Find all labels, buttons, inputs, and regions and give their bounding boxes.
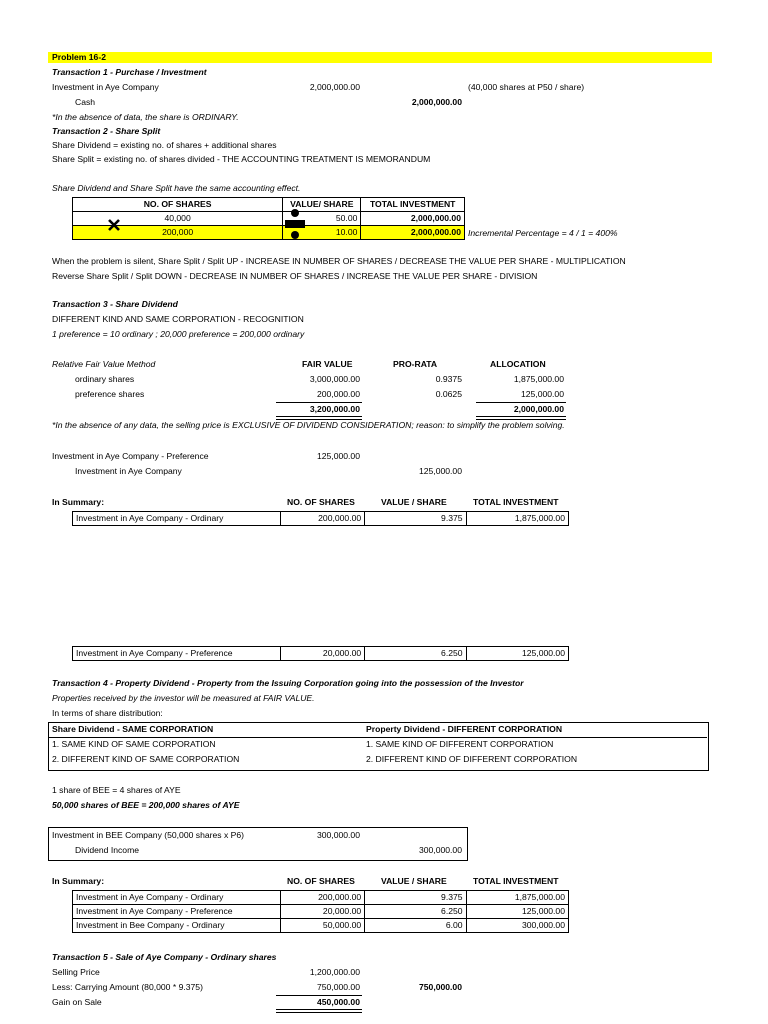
t3-je-credit: Investment in Aye Company [75,466,182,476]
t4-summary-label: In Summary: [52,876,105,886]
table-cell: 125,000.00 [466,647,568,661]
col-header: TOTAL INVESTMENT [361,198,465,212]
t4-je-credit-amount: 300,000.00 [418,845,462,855]
rfv-row-fv: 200,000.00 [316,389,360,399]
table-cell: 200,000 [73,226,283,240]
t2-line2: Share Split = existing no. of shares divided - THE ACCOUNTING TREATMENT IS MEMORANDUM [52,154,431,164]
t5-heading: Transaction 5 - Sale of Aye Company - Ordinary shares [52,952,277,962]
table-cell: 6.250 [365,905,466,919]
table-cell: Investment in Bee Company - Ordinary [73,919,281,933]
t2-line1: Share Dividend = existing no. of shares + additional shares [52,140,277,150]
table-cell: 10.00 [283,226,361,240]
t3-summary-ordinary-table [72,511,569,526]
t3-line1: DIFFERENT KIND AND SAME CORPORATION - RECOGNITION [52,314,304,324]
t4-je-debit: Investment in BEE Company (50,000 shares x P6) [52,830,245,840]
share-split-table [72,197,465,240]
t4-summary-header: TOTAL INVESTMENT [473,876,559,886]
t3-summary-preference-table [72,646,569,661]
table-cell: 1,875,000.00 [466,891,568,905]
t5-carrying-label: Less: Carrying Amount (80,000 * 9.375) [52,982,203,992]
t4-je-debit-amount: 300,000.00 [316,830,360,840]
multiply-icon [105,218,123,232]
table-cell: 300,000.00 [466,919,568,933]
table-cell: 50,000.00 [280,919,364,933]
dist-right-item: 2. DIFFERENT KIND OF DIFFERENT CORPORATION [366,754,578,764]
t3-je-credit-amount: 125,000.00 [418,466,462,476]
t1-debit-account: Investment in Aye Company [52,82,159,92]
rfv-row-alloc: 1,875,000.00 [513,374,564,384]
problem-title: Problem 16-2 [48,52,712,63]
table-cell: 1,875,000.00 [466,512,568,526]
col-header: VALUE/ SHARE [283,198,361,212]
t4-summary-header: NO. OF SHARES [287,876,355,886]
t5-carrying-amount-right: 750,000.00 [418,982,462,992]
t4-ratio2: 50,000 shares of BEE = 200,000 shares of AYE [52,800,240,810]
subtotal-rule [276,995,362,996]
t5-gain-label: Gain on Sale [52,997,102,1007]
t1-credit-account: Cash [75,97,96,107]
t1-debit-amount: 2,000,000.00 [309,82,360,92]
rfv-row-label: preference shares [75,389,145,399]
t2-silent: When the problem is silent, Share Split / Split UP - INCREASE IN NUMBER OF SHARES / DECREASE THE VALUE PER SHARE - MULTIPLICATION [52,256,626,266]
table-cell: 9.375 [365,891,466,905]
t3-summary-header: TOTAL INVESTMENT [473,497,559,507]
t3-je-debit-amount: 125,000.00 [316,451,360,461]
t1-heading: Transaction 1 - Purchase / Investment [52,67,207,77]
t5-selling-label: Selling Price [52,967,100,977]
table-cell: 200,000.00 [280,512,364,526]
dist-right-item: 1. SAME KIND OF DIFFERENT CORPORATION [366,739,554,749]
table-cell: 20,000.00 [280,647,364,661]
rfv-row-alloc: 125,000.00 [520,389,564,399]
t1-credit-amount: 2,000,000.00 [411,97,462,107]
t1-remark: *In the absence of data, the share is ORDINARY. [52,112,239,122]
rfv-header-alloc: ALLOCATION [490,359,546,369]
t5-selling-amount: 1,200,000.00 [309,967,360,977]
table-cell: 9.375 [365,512,466,526]
table-row [73,891,569,905]
subtotal-rule [476,402,566,403]
t3-summary-header: NO. OF SHARES [287,497,355,507]
subtotal-rule [276,402,362,403]
t3-line2: 1 preference = 10 ordinary ; 20,000 preference = 200,000 ordinary [52,329,305,339]
t3-summary-label: In Summary: [52,497,105,507]
total-double-rule [276,1009,362,1013]
t5-carrying-amount: 750,000.00 [316,982,360,992]
dist-left-item: 1. SAME KIND OF SAME CORPORATION [52,739,216,749]
t4-line1: Properties received by the investor will be measured at FAIR VALUE. [52,693,315,703]
table-cell: 2,000,000.00 [361,212,465,226]
dist-left-item: 2. DIFFERENT KIND OF SAME CORPORATION [52,754,240,764]
t3-heading: Transaction 3 - Share Dividend [52,299,178,309]
col-header: NO. OF SHARES [73,198,283,212]
table-cell: 50.00 [283,212,361,226]
t5-gain-amount: 450,000.00 [316,997,360,1007]
table-row [73,905,569,919]
rfv-row-prorata: 0.9375 [435,374,462,384]
t4-summary-header: VALUE / SHARE [381,876,447,886]
divide-icon [284,208,306,240]
t4-line2: In terms of share distribution: [52,708,163,718]
table-cell: 2,000,000.00 [361,226,465,240]
rfv-row-fv: 3,000,000.00 [309,374,360,384]
dist-header-rule [49,737,707,738]
rfv-row-prorata: 0.0625 [435,389,462,399]
t2-reverse: Reverse Share Split / Split DOWN - DECREASE IN NUMBER OF SHARES / INCREASE THE VALUE PER SHARE - DIVISION [52,271,538,281]
rfv-total-alloc: 2,000,000.00 [513,404,564,414]
incremental-percentage: Incremental Percentage = 4 / 1 = 400% [468,228,618,238]
rfv-header-fv: FAIR VALUE [302,359,353,369]
t4-summary-table [72,890,569,933]
table-cell: 6.250 [365,647,466,661]
rfv-header-prorata: PRO-RATA [393,359,438,369]
table-cell: 40,000 [73,212,283,226]
t1-note: (40,000 shares at P50 / share) [468,82,585,92]
t3-remark: *In the absence of any data, the selling price is EXCLUSIVE OF DIVIDEND CONSIDERATION; reason: to simplify the problem solving. [52,420,565,430]
table-cell: 200,000.00 [280,891,364,905]
table-cell: 20,000.00 [280,905,364,919]
table-cell: Investment in Aye Company - Preference [73,905,281,919]
rfv-label: Relative Fair Value Method [52,359,156,369]
t4-heading: Transaction 4 - Property Dividend - Property from the Issuing Corporation going into the possession of the Investor [52,678,524,688]
t4-ratio1: 1 share of BEE = 4 shares of AYE [52,785,181,795]
t3-summary-header: VALUE / SHARE [381,497,447,507]
table-cell: 6.00 [365,919,466,933]
dist-left-header: Share Dividend - SAME CORPORATION [52,724,214,734]
rfv-total-fv: 3,200,000.00 [309,404,360,414]
t4-je-credit: Dividend Income [75,845,140,855]
table-cell: Investment in Aye Company - Ordinary [73,512,281,526]
table-cell: 125,000.00 [466,905,568,919]
dist-right-header: Property Dividend - DIFFERENT CORPORATION [366,724,563,734]
t3-je-debit: Investment in Aye Company - Preference [52,451,209,461]
table-row [73,919,569,933]
rfv-row-label: ordinary shares [75,374,135,384]
t2-same-effect: Share Dividend and Share Split have the same accounting effect. [52,183,301,193]
table-cell: Investment in Aye Company - Preference [73,647,281,661]
table-cell: Investment in Aye Company - Ordinary [73,891,281,905]
t2-heading: Transaction 2 - Share Split [52,126,161,136]
